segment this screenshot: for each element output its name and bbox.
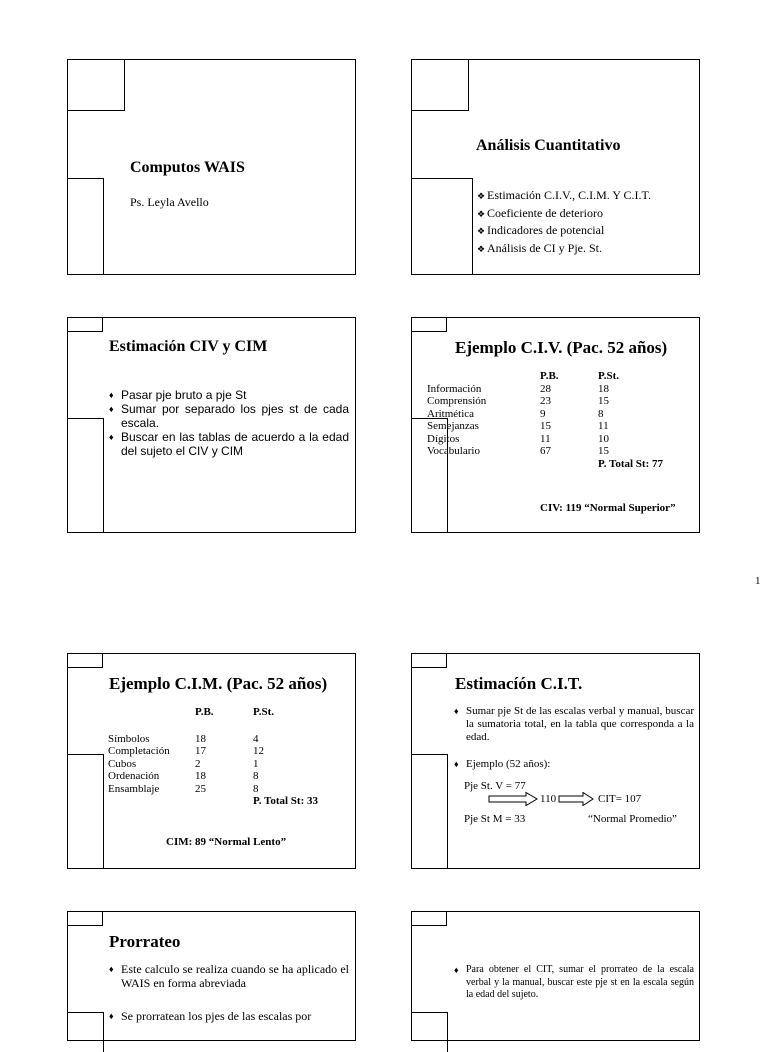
slide-title: Estimación CIV y CIM bbox=[109, 338, 268, 355]
row-pb: 28 bbox=[540, 382, 551, 395]
table-total-row bbox=[108, 795, 318, 808]
table-row bbox=[427, 408, 663, 421]
slide-ejemplo-cim bbox=[67, 653, 356, 869]
list-item: ♦ Para obtener el CIT, sumar el prorrateo de la escala verbal y la manual, buscar este pje st en la escala según la edad del sujeto. bbox=[454, 964, 694, 1002]
list-item: ♦ Buscar en las tablas de acuerdo a la edad del sujeto el CIV y CIM bbox=[109, 430, 349, 458]
row-name: Aritmética bbox=[427, 407, 475, 420]
slide-corner-box bbox=[411, 59, 469, 111]
slide-corner-box bbox=[67, 653, 103, 668]
row-pst: 12 bbox=[253, 745, 264, 757]
table-row bbox=[108, 770, 318, 783]
list-item: ♦ Sumar pje St de las escalas verbal y manual, buscar la sumatoria total, en la tabla que corresponda a la edad. bbox=[454, 705, 694, 744]
slide-divider bbox=[412, 1012, 447, 1013]
row-pb: 67 bbox=[540, 445, 551, 457]
row-pb: 25 bbox=[195, 782, 206, 795]
slide-divider bbox=[103, 754, 104, 869]
row-name: Completación bbox=[108, 745, 170, 757]
row-pst: 15 bbox=[598, 445, 609, 457]
slide-divider bbox=[103, 418, 104, 533]
slide-divider bbox=[103, 1012, 104, 1052]
table-row bbox=[108, 758, 318, 771]
row-name: Cubos bbox=[108, 757, 137, 770]
total-st: P. Total St: 33 bbox=[253, 795, 319, 807]
col-pb: P.B. bbox=[540, 370, 559, 382]
page-number: 1 bbox=[755, 575, 761, 587]
row-name: Ensamblaje bbox=[108, 782, 160, 795]
slide-corner-box bbox=[67, 911, 103, 926]
slide-title: Análisis Cuantitativo bbox=[476, 137, 621, 154]
row-name: Dígitos bbox=[427, 432, 460, 445]
slide-estimacion-cit bbox=[411, 653, 700, 869]
arrow-right-icon bbox=[558, 792, 594, 806]
row-pb: 18 bbox=[195, 732, 206, 745]
cit-value: CIT= 107 bbox=[598, 793, 642, 805]
table-row bbox=[427, 383, 663, 396]
row-pst: 8 bbox=[598, 407, 604, 420]
slide-estimacion-civ-cim bbox=[67, 317, 356, 533]
list-item: ❖ Indicadores de potencial bbox=[477, 222, 651, 240]
slide-bullets bbox=[454, 964, 694, 1002]
row-name: Ordenación bbox=[108, 770, 160, 782]
list-item: ♦ Se prorratean los pjes de las escalas por bbox=[109, 1010, 349, 1024]
list-item: ❖ Análisis de CI y Pje. St. bbox=[477, 240, 651, 258]
arrow-right-icon bbox=[488, 792, 538, 806]
slide-divider bbox=[472, 178, 473, 275]
row-pb: 15 bbox=[540, 420, 551, 432]
cit-category: “Normal Promedio” bbox=[588, 813, 677, 825]
slide-corner-box bbox=[411, 317, 447, 332]
sum-value: 110 bbox=[540, 793, 557, 805]
row-pb: 18 bbox=[195, 770, 206, 782]
table-row bbox=[427, 395, 663, 408]
slide-title: Computos WAIS bbox=[130, 159, 245, 176]
slide-analisis-cuantitativo bbox=[411, 59, 700, 275]
list-item: ❖ Coeficiente de deterioro bbox=[477, 205, 651, 223]
slide-bullets bbox=[109, 388, 349, 458]
row-pst: 8 bbox=[253, 782, 259, 795]
slide-author: Ps. Leyla Avello bbox=[130, 195, 209, 209]
list-item: ❖ Estimación C.I.V., C.I.M. Y C.I.T. bbox=[477, 187, 651, 205]
slide-title: Estimacíón C.I.T. bbox=[455, 674, 583, 693]
list-item: ♦ Sumar por separado los pjes st de cada escala. bbox=[109, 402, 349, 430]
table-row bbox=[427, 445, 663, 458]
slide-corner-box bbox=[67, 59, 125, 111]
slide-ejemplo-civ bbox=[411, 317, 700, 533]
row-name: Símbolos bbox=[108, 732, 150, 745]
slide-title: Ejemplo C.I.M. (Pac. 52 años) bbox=[109, 674, 328, 693]
row-pst: 8 bbox=[253, 770, 259, 782]
slide-bullets bbox=[454, 705, 694, 771]
slide-divider bbox=[68, 1012, 103, 1013]
civ-table bbox=[427, 370, 663, 470]
table-total-row bbox=[427, 458, 663, 471]
list-item: ♦ Pasar pje bruto a pje St bbox=[109, 388, 349, 402]
table-header bbox=[427, 370, 663, 383]
slide-prorrateo bbox=[67, 911, 356, 1041]
pje-verbal: Pje St. V = 77 bbox=[464, 780, 526, 792]
row-pst: 4 bbox=[253, 732, 259, 745]
slide-corner-box bbox=[411, 911, 447, 926]
list-item: ♦ Este calculo se realiza cuando se ha aplicado el WAIS en forma abreviada bbox=[109, 963, 349, 990]
row-pb: 9 bbox=[540, 407, 546, 420]
pje-manual: Pje St M = 33 bbox=[464, 813, 526, 825]
slide-title: Prorrateo bbox=[109, 932, 181, 951]
table-row bbox=[108, 745, 318, 758]
row-pb: 23 bbox=[540, 395, 551, 407]
table-row bbox=[108, 733, 318, 746]
col-pst: P.St. bbox=[598, 370, 619, 382]
row-pst: 11 bbox=[598, 420, 609, 432]
col-pst: P.St. bbox=[253, 706, 274, 718]
cim-table bbox=[108, 706, 318, 808]
row-name: Vocabulario bbox=[427, 445, 480, 457]
list-item: ♦ Ejemplo (52 años): bbox=[454, 758, 694, 771]
table-row bbox=[427, 420, 663, 433]
slide-list bbox=[477, 187, 651, 257]
row-pst: 15 bbox=[598, 395, 609, 407]
row-name: Información bbox=[427, 382, 482, 395]
row-pb: 2 bbox=[195, 757, 201, 770]
slide-divider bbox=[68, 754, 103, 755]
slide-title: Ejemplo C.I.V. (Pac. 52 años) bbox=[455, 338, 668, 357]
slide-prorrateo-cit bbox=[411, 911, 700, 1041]
total-st: P. Total St: 77 bbox=[598, 457, 664, 470]
table-row bbox=[427, 433, 663, 446]
slide-corner-box bbox=[67, 317, 103, 332]
slide-divider bbox=[412, 754, 447, 755]
slide-divider bbox=[412, 178, 472, 179]
slide-computos-wais bbox=[67, 59, 356, 275]
slide-bullets bbox=[109, 963, 349, 1024]
slide-divider bbox=[68, 418, 103, 419]
slide-corner-box bbox=[411, 653, 447, 668]
row-name: Semejanzas bbox=[427, 420, 479, 432]
table-row bbox=[108, 783, 318, 796]
slide-divider bbox=[103, 178, 104, 275]
civ-result: CIV: 119 “Normal Superior” bbox=[540, 502, 676, 514]
row-pst: 18 bbox=[598, 382, 609, 395]
slide-divider bbox=[447, 1012, 448, 1052]
row-pst: 1 bbox=[253, 757, 259, 770]
cim-result: CIM: 89 “Normal Lento” bbox=[166, 836, 287, 848]
col-pb: P.B. bbox=[195, 706, 214, 718]
row-pst: 10 bbox=[598, 432, 609, 445]
row-pb: 11 bbox=[540, 432, 551, 445]
row-name: Comprensión bbox=[427, 395, 487, 407]
slide-divider bbox=[68, 178, 103, 179]
table-header bbox=[108, 706, 318, 719]
slide-divider bbox=[447, 754, 448, 869]
row-pb: 17 bbox=[195, 745, 206, 757]
